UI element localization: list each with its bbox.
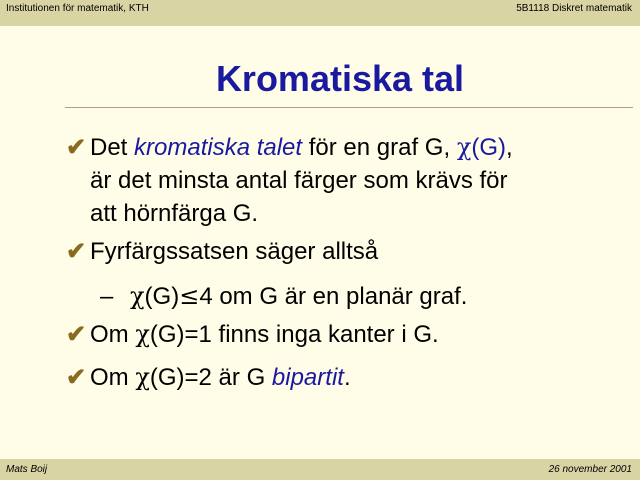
footer-author: Mats Boij bbox=[6, 464, 48, 475]
title-divider bbox=[65, 107, 633, 108]
footer-date: 26 november 2001 bbox=[548, 464, 632, 475]
header-bar bbox=[0, 0, 640, 26]
chi-symbol: χ bbox=[456, 133, 472, 161]
check-icon: ✔ bbox=[66, 364, 87, 391]
sub-bullet-planar: χ(G)≤4 om G är en planär graf. bbox=[130, 282, 468, 310]
header-course: 5B1118 Diskret matematik bbox=[516, 3, 632, 14]
check-icon: ✔ bbox=[66, 134, 87, 161]
chi-symbol: χ bbox=[135, 320, 150, 348]
check-icon: ✔ bbox=[66, 321, 87, 348]
leq-symbol: ≤ bbox=[179, 282, 200, 310]
check-icon: ✔ bbox=[66, 238, 87, 265]
header-institution: Institutionen för matematik, KTH bbox=[6, 3, 149, 14]
chi-symbol: χ bbox=[130, 282, 145, 310]
bullet2-text: Fyrfärgssatsen säger alltså bbox=[90, 238, 379, 265]
bullet-four-color-theorem bbox=[66, 235, 378, 268]
bullet1-line2: är det minsta antal färger som krävs för bbox=[90, 167, 508, 194]
bullet-chi-two: ✔ Om χ(G)=2 är G bipartit. bbox=[66, 361, 351, 394]
chi-symbol: χ bbox=[135, 363, 150, 391]
term-chromatic-number: kromatiska talet bbox=[134, 134, 303, 161]
footer-bar bbox=[0, 459, 640, 480]
bullet-chromatic-number: ✔ Det kromatiska talet för en graf G, χ(G), är det minsta antal färger som krävs för att hörnfärga G. bbox=[66, 131, 513, 230]
bullet-chi-one: ✔ Om χ(G)=1 finns inga kanter i G. bbox=[66, 318, 439, 351]
sub-bullet-dash: – bbox=[100, 283, 114, 310]
bullet1-line3: att hörnfärga G. bbox=[90, 200, 259, 227]
term-bipartite: bipartit bbox=[271, 364, 344, 391]
slide-title: Kromatiska tal bbox=[215, 58, 465, 99]
